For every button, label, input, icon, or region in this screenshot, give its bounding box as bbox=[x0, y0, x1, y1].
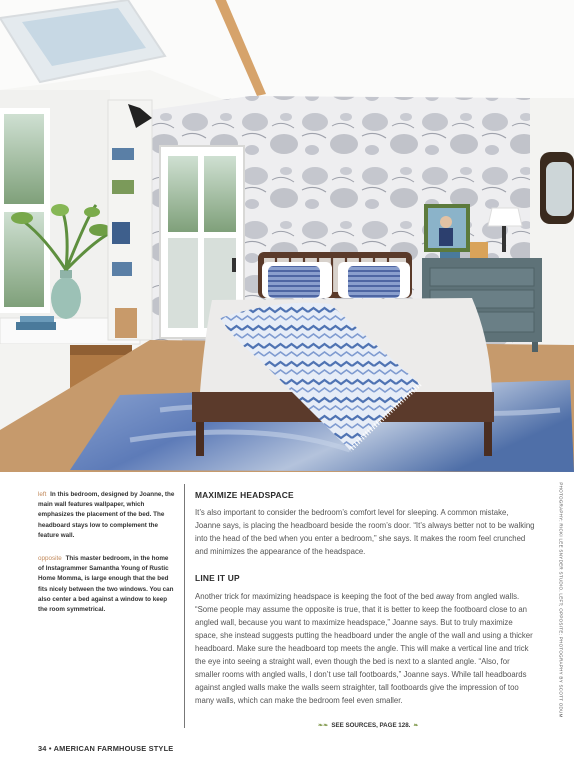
section-body-line-up: Another trick for maximizing headspace is keeping the foot of the bed away from angled walls. “Some people may assume the opposite is true, that it is better to keep the footboard close to an angled wall, because you want to maximize headspace,” Joanne says. But to truly maximize space, she instead suggests putting the headboard under the angle of the wall and using a thicker headboard. Make sure the headboard top meets the angle. This will make a vertical line and trick the eye into seeing a straight wall, even though the bed is next to a slanted angle. “Also, for smaller rooms with angled walls, I don’t use tall footboards,” Joanne says. While tall headboards against angled walls make the walls seem straighter, tall footboards give the impression of too many walls, which can make the bedroom feel even smaller. bbox=[195, 591, 533, 706]
sources-note bbox=[315, 722, 422, 729]
article-body bbox=[195, 486, 535, 721]
leaf-ornament-left: ❧❧ bbox=[318, 722, 329, 729]
caption-opposite-text: This master bedroom, in the home of Instagrammer Samantha Young of Rustic Home Momma, is large enough that the bed fits nicely between the two windows. You can also center a bed against a window to keep the room symmetrical. bbox=[38, 555, 174, 614]
sources-text: SEE SOURCES, PAGE 128. bbox=[331, 722, 411, 729]
caption-left-text: In this bedroom, designed by Joanne, the main wall features wallpaper, which emphasizes the placement of the bed. The headboard stays low to complement the feature wall. bbox=[38, 491, 175, 539]
table-lamp bbox=[488, 208, 522, 226]
pillow-right bbox=[348, 266, 400, 298]
leaf-ornament-right: ❧ bbox=[413, 722, 419, 729]
caption-column bbox=[38, 490, 176, 628]
caption-left bbox=[38, 490, 176, 541]
pillow-left bbox=[268, 266, 320, 298]
photo-credit bbox=[556, 480, 566, 720]
column-divider bbox=[184, 484, 185, 728]
caption-opposite bbox=[38, 554, 176, 615]
bookshelf bbox=[108, 100, 152, 340]
caption-opposite-label: opposite bbox=[38, 555, 62, 563]
page-folio: 34 • AMERICAN FARMHOUSE STYLE bbox=[38, 744, 174, 753]
photo-credit-text: PHOTOGRAPHY: RICKI LEE SNYDER STUDIO. LEFT; OPPOSITE: PHOTOGRAPHY BY SCOTT ODUM bbox=[558, 482, 564, 718]
section-heading-maximize: MAXIMIZE HEADSPACE bbox=[195, 490, 294, 500]
caption-left-label: left bbox=[38, 491, 47, 498]
section-body-maximize: It’s also important to consider the bedroom’s comfort level for sleeping. A common mistake, Joanne says, is placing the headboard beside the room’s door. “It’s always better not to be walking into the head of the bed when you enter a bedroom,” she says. It makes the room feel crunched and minimizes the appearance of the headspace. bbox=[195, 508, 535, 557]
section-heading-line-up: LINE IT UP bbox=[195, 573, 240, 584]
